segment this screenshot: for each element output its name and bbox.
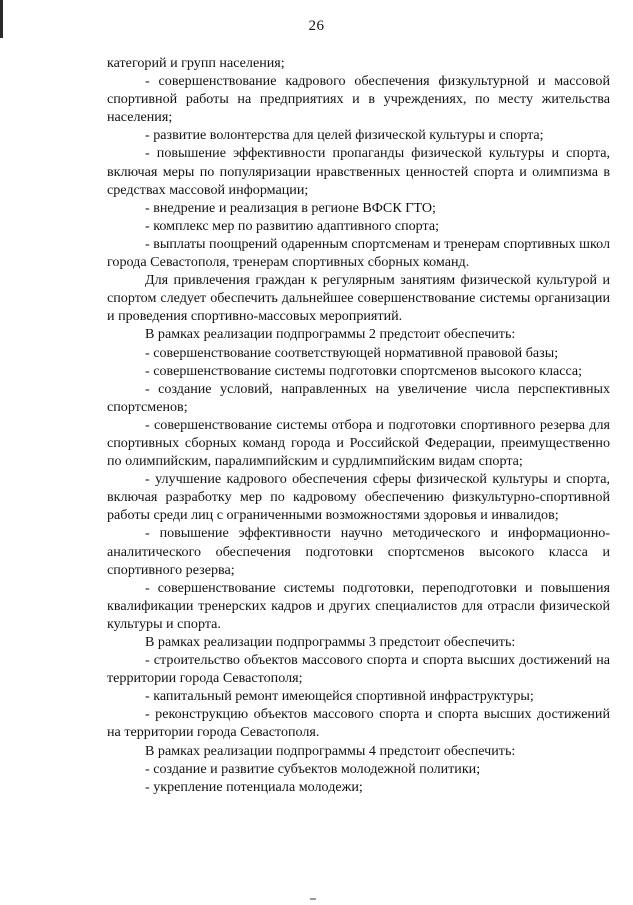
paragraph: В рамках реализации подпрограммы 3 предстоит обеспечить: xyxy=(145,634,516,650)
scan-speck xyxy=(310,898,316,900)
list-item: - капитальный ремонт имеющейся спортивной инфраструктуры; xyxy=(145,688,534,705)
list-item: - улучшение кадрового обеспечения сферы физической культуры и спорта, включая разработку мер по кадровому обеспечению физкультурно-спортивной работы среди лиц с ограниченными возможностями здоровья и инвалидов; xyxy=(107,471,610,524)
list-item: - строительство объектов массового спорта и спорта высших достижений на территории города Севастополя; xyxy=(107,652,610,687)
list-item: - совершенствование кадрового обеспечения физкультурной и массовой спортивной работы на предприятиях и в учреждениях, по месту жительства населения; xyxy=(107,73,610,126)
list-item: - развитие волонтерства для целей физической культуры и спорта; xyxy=(145,127,544,144)
paragraph: В рамках реализации подпрограммы 4 предстоит обеспечить: xyxy=(145,742,516,759)
paragraph: Для привлечения граждан к регулярным занятиям физической культурой и спортом следует обеспечить дальнейшее совершенствование системы организации и проведения спортивно-массовых мероприятий. xyxy=(107,272,610,325)
document-body xyxy=(107,54,610,796)
list-item: - совершенствование системы подготовки, переподготовки и повышения квалификации тренерских кадров и других специалистов для отрасли физической культуры и спорта. xyxy=(107,579,610,632)
paragraph: В рамках реализации подпрограммы 2 предстоит обеспечить: xyxy=(145,326,516,343)
list-item: - выплаты поощрений одаренным спортсменам и тренерам спортивных школ города Севастополя, тренерам спортивных сборных команд. xyxy=(107,235,610,271)
list-item: - совершенствование системы подготовки спортсменов высокого класса; xyxy=(145,362,583,379)
list-item: - создание условий, направленных на увеличение числа перспективных спортсменов; xyxy=(107,380,610,415)
paragraph: категорий и групп населения; xyxy=(107,55,285,71)
list-item: - создание и развитие субъектов молодежной политики; xyxy=(145,760,481,777)
list-item: - повышение эффективности научно методического и информационно-аналитического обеспечения подготовки спортсменов высокого класса и спортивного резерва; xyxy=(107,525,610,578)
list-item: - реконструкцию объектов массового спорта и спорта высших достижений на территории города Севастополя. xyxy=(107,706,610,741)
list-item: - укрепление потенциала молодежи; xyxy=(145,778,363,795)
list-item: - комплекс мер по развитию адаптивного спорта; xyxy=(145,217,440,234)
list-item: - повышение эффективности пропаганды физической культуры и спорта, включая меры по популяризации нравственных ценностей спорта и олимпизма в средствах массовой информации; xyxy=(107,145,610,198)
list-item: - внедрение и реализация в регионе ВФСК ГТО; xyxy=(145,199,436,216)
page-number: 26 xyxy=(308,18,325,34)
list-item: - совершенствование соответствующей нормативной правовой базы; xyxy=(145,344,559,361)
list-item: - совершенствование системы отбора и подготовки спортивного резерва для спортивных сборных команд города и Российской Федерации, преимущественно по олимпийским, паралимпийским и сурдлимпийским видам спорта; xyxy=(107,416,610,470)
